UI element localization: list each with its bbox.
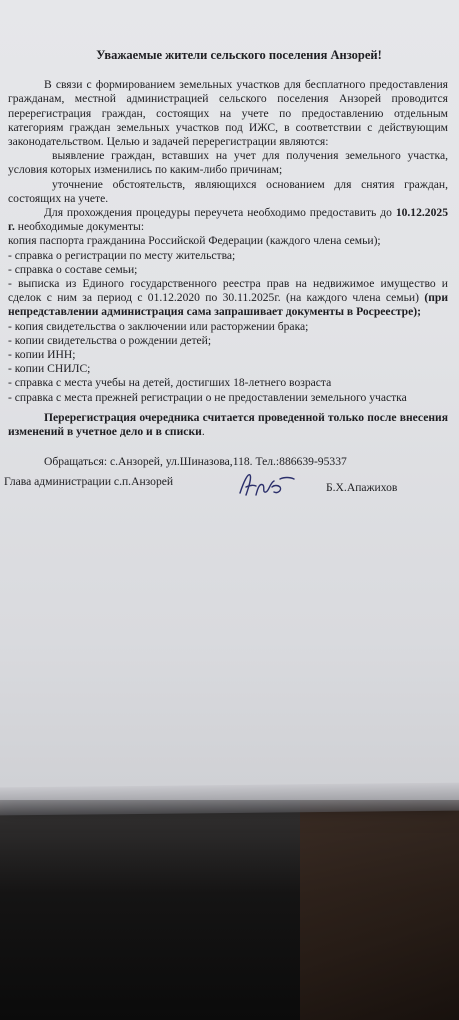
paper-bottom-edge [0, 783, 459, 816]
goal-item: уточнение обстоятельств, являющихся основанием для снятия граждан, состоящих на учете. [8, 177, 448, 205]
procedure-paragraph [8, 206, 448, 234]
signature-position: Глава администрации с.п.Анзорей [4, 475, 174, 489]
handwritten-signature-icon [236, 469, 296, 501]
contact-line: Обращаться: с.Анзорей, ул.Шиназова,118. Тел.:886639-95337 [44, 455, 347, 469]
doc-item-marriage: - копия свидетельства о заключении или расторжении брака; [8, 319, 309, 333]
doc-item-egrn-text: - выписка из Единого государственного реестра прав на недвижимое имущество и сделок с ним за период с 01.12.2020 по 30.11.2025г. (на каждого члена семьи) [8, 277, 448, 305]
doc-item-egrn-bold: (при непредставлении администрация сама запрашивает документы в Росреестре); [8, 291, 448, 319]
doc-item-birth: - копии свидетельства о рождении детей; [8, 333, 212, 347]
doc-item-passport: копия паспорта гражданина Российской Федерации (каждого члена семьи); [8, 234, 381, 248]
doc-item-inn: - копии ИНН; [8, 348, 76, 362]
doc-item-egrn [8, 277, 448, 320]
document-title: Уважаемые жители сельского поселения Анзорей! [96, 48, 382, 62]
signature-name: Б.Х.Апажихов [326, 481, 398, 495]
goal-item: выявление граждан, вставших на учет для получения земельного участка, условия которых изменились по каким-либо причинам; [8, 149, 448, 177]
doc-item-study: - справка с места учебы на детей, достигших 18-летнего возраста [8, 376, 332, 390]
doc-item-previous: - справка с места прежней регистрации о не предоставлении земельного участка [8, 390, 407, 404]
deadline-date: 10.12.2025 г. [8, 206, 448, 234]
doc-item-residence: - справка о регистрации по месту жительства; [8, 248, 236, 262]
signature-block [4, 469, 448, 505]
notice-text: Перерегистрация очередника считается проведенной только после внесения изменений в учетное дело и в списки [8, 410, 448, 439]
doc-item-family: - справка о составе семьи; [8, 262, 138, 276]
background-desk [300, 800, 459, 1020]
doc-item-snils: - копии СНИЛС; [8, 362, 91, 376]
notice-paragraph [8, 411, 448, 439]
document-body [4, 48, 448, 505]
procedure-lead: Для прохождения процедуры переучета необходимо предоставить до [44, 206, 392, 220]
procedure-tail: необходимые документы: [17, 220, 145, 234]
notice-end: . [201, 425, 205, 439]
intro-paragraph: В связи с формированием земельных участков для бесплатного предоставления гражданам, местной администрацией сельского поселения Анзорей проводится перерегистрация граждан, состоящих на учете по предоставлению отдельным категориям граждан земельных участков под ИЖС, в соответствии с действующим законодательством. Целью и задачей перерегистрации являются: [8, 78, 448, 149]
